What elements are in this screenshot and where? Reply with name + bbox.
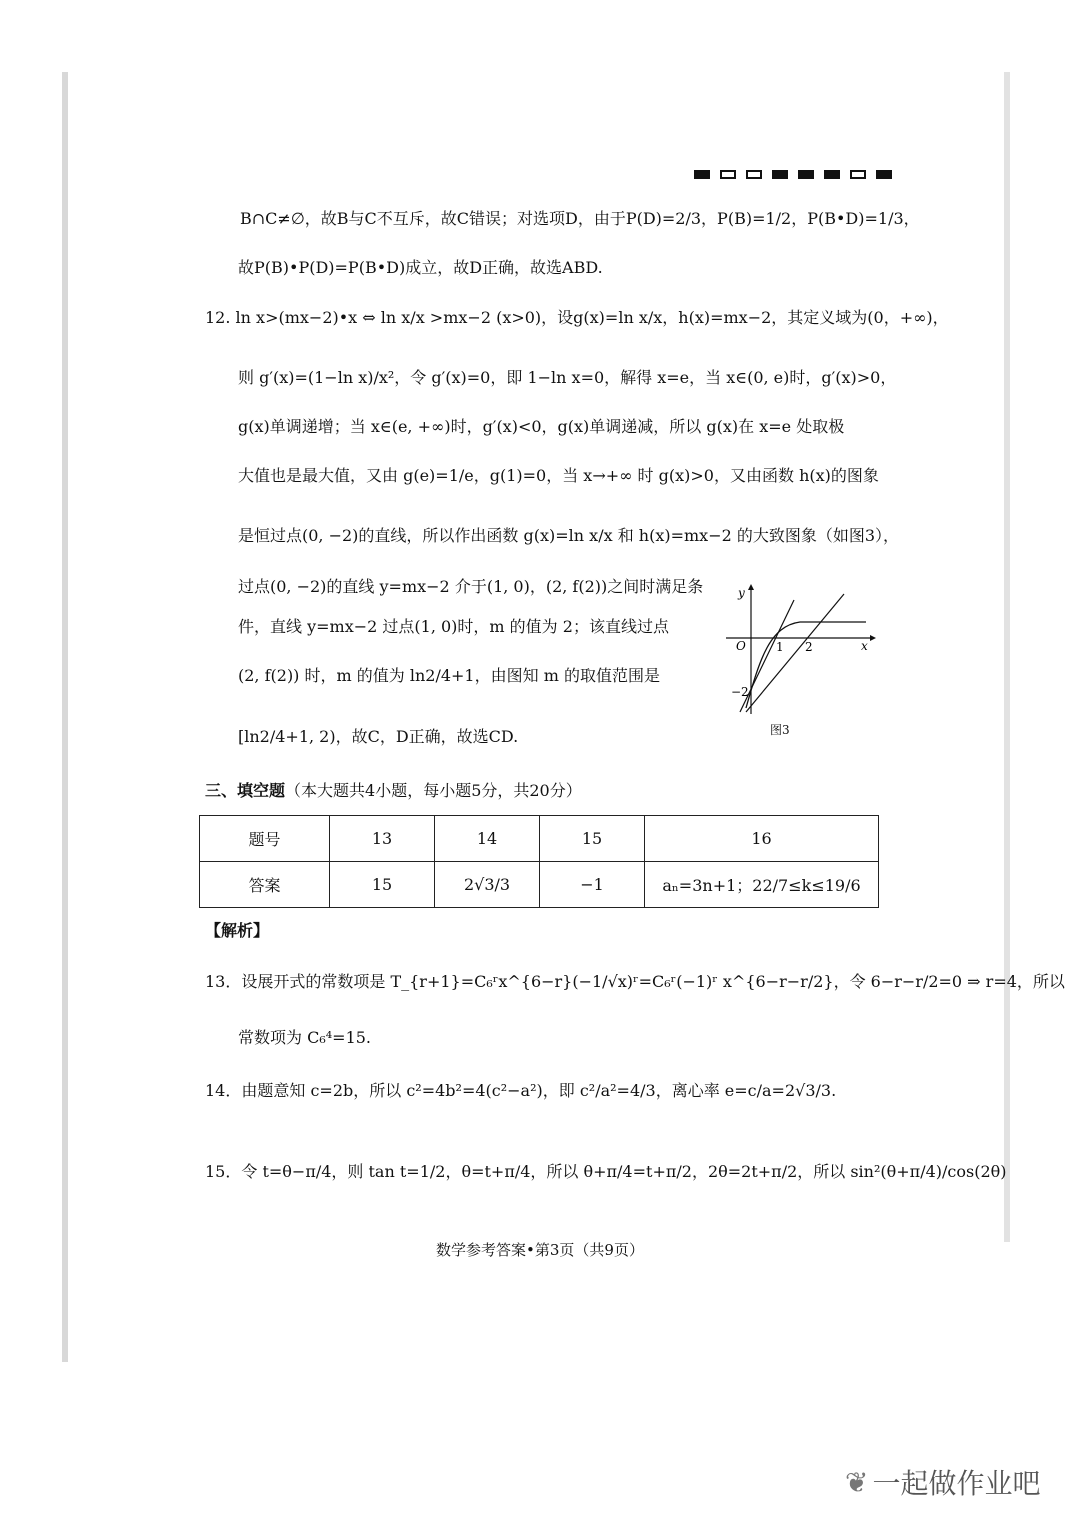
text-line: 14．由题意知 c=2b，所以 c²=4b²=4(c²−a²)，即 c²/a²=4/3，离心率 e=c/a=2√3/3. [205, 1081, 837, 1100]
origin-label: O [736, 639, 746, 653]
watermark-text: 一起做作业吧 [872, 1467, 1041, 1500]
text-line: 是恒过点(0, −2)的直线，所以作出函数 g(x)=ln x/x 和 h(x)=mx−2 的大致图象（如图3）， [238, 526, 900, 545]
mark-filled [772, 170, 788, 179]
y-axis-arrow [748, 584, 754, 590]
mark-filled [824, 170, 840, 179]
table-cell: 13 [330, 816, 435, 862]
text-line: 则 g′(x)=(1−ln x)/x²，令 g′(x)=0，即 1−ln x=0，解得 x=e，当 x∈(0, e)时，g′(x)>0， [238, 368, 897, 387]
table-cell: 15 [330, 862, 435, 908]
text-line: 件，直线 y=mx−2 过点(1, 0)时，m 的值为 2；该直线过点 [238, 617, 669, 636]
table-cell: 14 [435, 816, 540, 862]
curve-g [746, 622, 866, 708]
table-cell: −1 [540, 862, 645, 908]
mark-filled [876, 170, 892, 179]
section-title [205, 778, 582, 801]
page-footer: 数学参考答案•第3页（共9页） [436, 1241, 644, 1259]
text-line: 故P(B)•P(D)=P(B•D)成立，故D正确，故选ABD. [238, 258, 603, 277]
table-cell: aₙ=3n+1；22/7≤k≤19/6 [645, 862, 879, 908]
text-line: [ln2/4+1, 2)，故C，D正确，故选CD. [238, 727, 519, 746]
mark-empty [746, 170, 762, 179]
page-shadow-left [62, 72, 68, 1362]
mark-filled [798, 170, 814, 179]
table-cell: 答案 [200, 862, 330, 908]
mark-filled [694, 170, 710, 179]
text-line: (2, f(2)) 时，m 的值为 ln2/4+1，由图知 m 的取值范围是 [238, 666, 660, 685]
text-line: g(x)单调递增；当 x∈(e, +∞)时，g′(x)<0，g(x)单调递减，所以 g(x)在 x=e 处取极 [238, 417, 845, 436]
header-marks [694, 170, 892, 179]
section-heading: 三、填空题 [205, 781, 286, 800]
text-line: 常数项为 C₆⁴=15. [238, 1028, 372, 1047]
analysis-label: 【解析】 [205, 921, 270, 940]
x-tick-1: 1 [776, 640, 784, 654]
text-line: 12. ln x>(mx−2)•x ⇔ ln x/x >mx−2 (x>0)，设g(x)=ln x/x，h(x)=mx−2，其定义域为(0，+∞)， [205, 308, 949, 327]
x-label: x [861, 639, 868, 653]
x-axis-arrow [870, 635, 876, 641]
page-shadow-right [1004, 72, 1010, 1242]
function-graph [718, 578, 882, 718]
table-cell: 题号 [200, 816, 330, 862]
text-line: 13．设展开式的常数项是 T_{r+1}=C₆ʳx^{6−r}(−1/√x)ʳ=C₆ʳ(−1)ʳ x^{6−r−r/2}，令 6−r−r/2=0 ⇒ r=4，所以 [205, 972, 1065, 991]
wechat-icon: ❦ [845, 1465, 869, 1499]
watermark [845, 1462, 1040, 1502]
table-row [200, 816, 879, 862]
text-line: 15．令 t=θ−π/4，则 tan t=1/2，θ=t+π/4，所以 θ+π/4=t+π/2，2θ=2t+π/2，所以 sin²(θ+π/4)/cos(2θ) [205, 1162, 1007, 1181]
figure-caption: 图3 [770, 723, 790, 737]
table-cell: 16 [645, 816, 879, 862]
y-tick-neg2: −2 [731, 685, 749, 699]
table-cell: 15 [540, 816, 645, 862]
text-line: 大值也是最大值，又由 g(e)=1/e，g(1)=0，当 x→+∞ 时 g(x)>0，又由函数 h(x)的图象 [238, 466, 879, 485]
answer-table [199, 815, 879, 908]
section-note: （本大题共4小题，每小题5分，共20分） [285, 781, 582, 800]
text-line: 过点(0, −2)的直线 y=mx−2 介于(1, 0)，(2, f(2))之间时满足条 [238, 577, 704, 596]
line-h2 [746, 594, 844, 712]
x-tick-2: 2 [805, 640, 813, 654]
text-line: B∩C≠∅，故B与C不互斥，故C错误；对选项D，由于P(D)=2/3，P(B)=1/2，P(B•D)=1/3， [240, 209, 920, 228]
mark-empty [850, 170, 866, 179]
table-cell: 2√3/3 [435, 862, 540, 908]
mark-empty [720, 170, 736, 179]
y-label: y [738, 586, 745, 600]
table-row [200, 862, 879, 908]
